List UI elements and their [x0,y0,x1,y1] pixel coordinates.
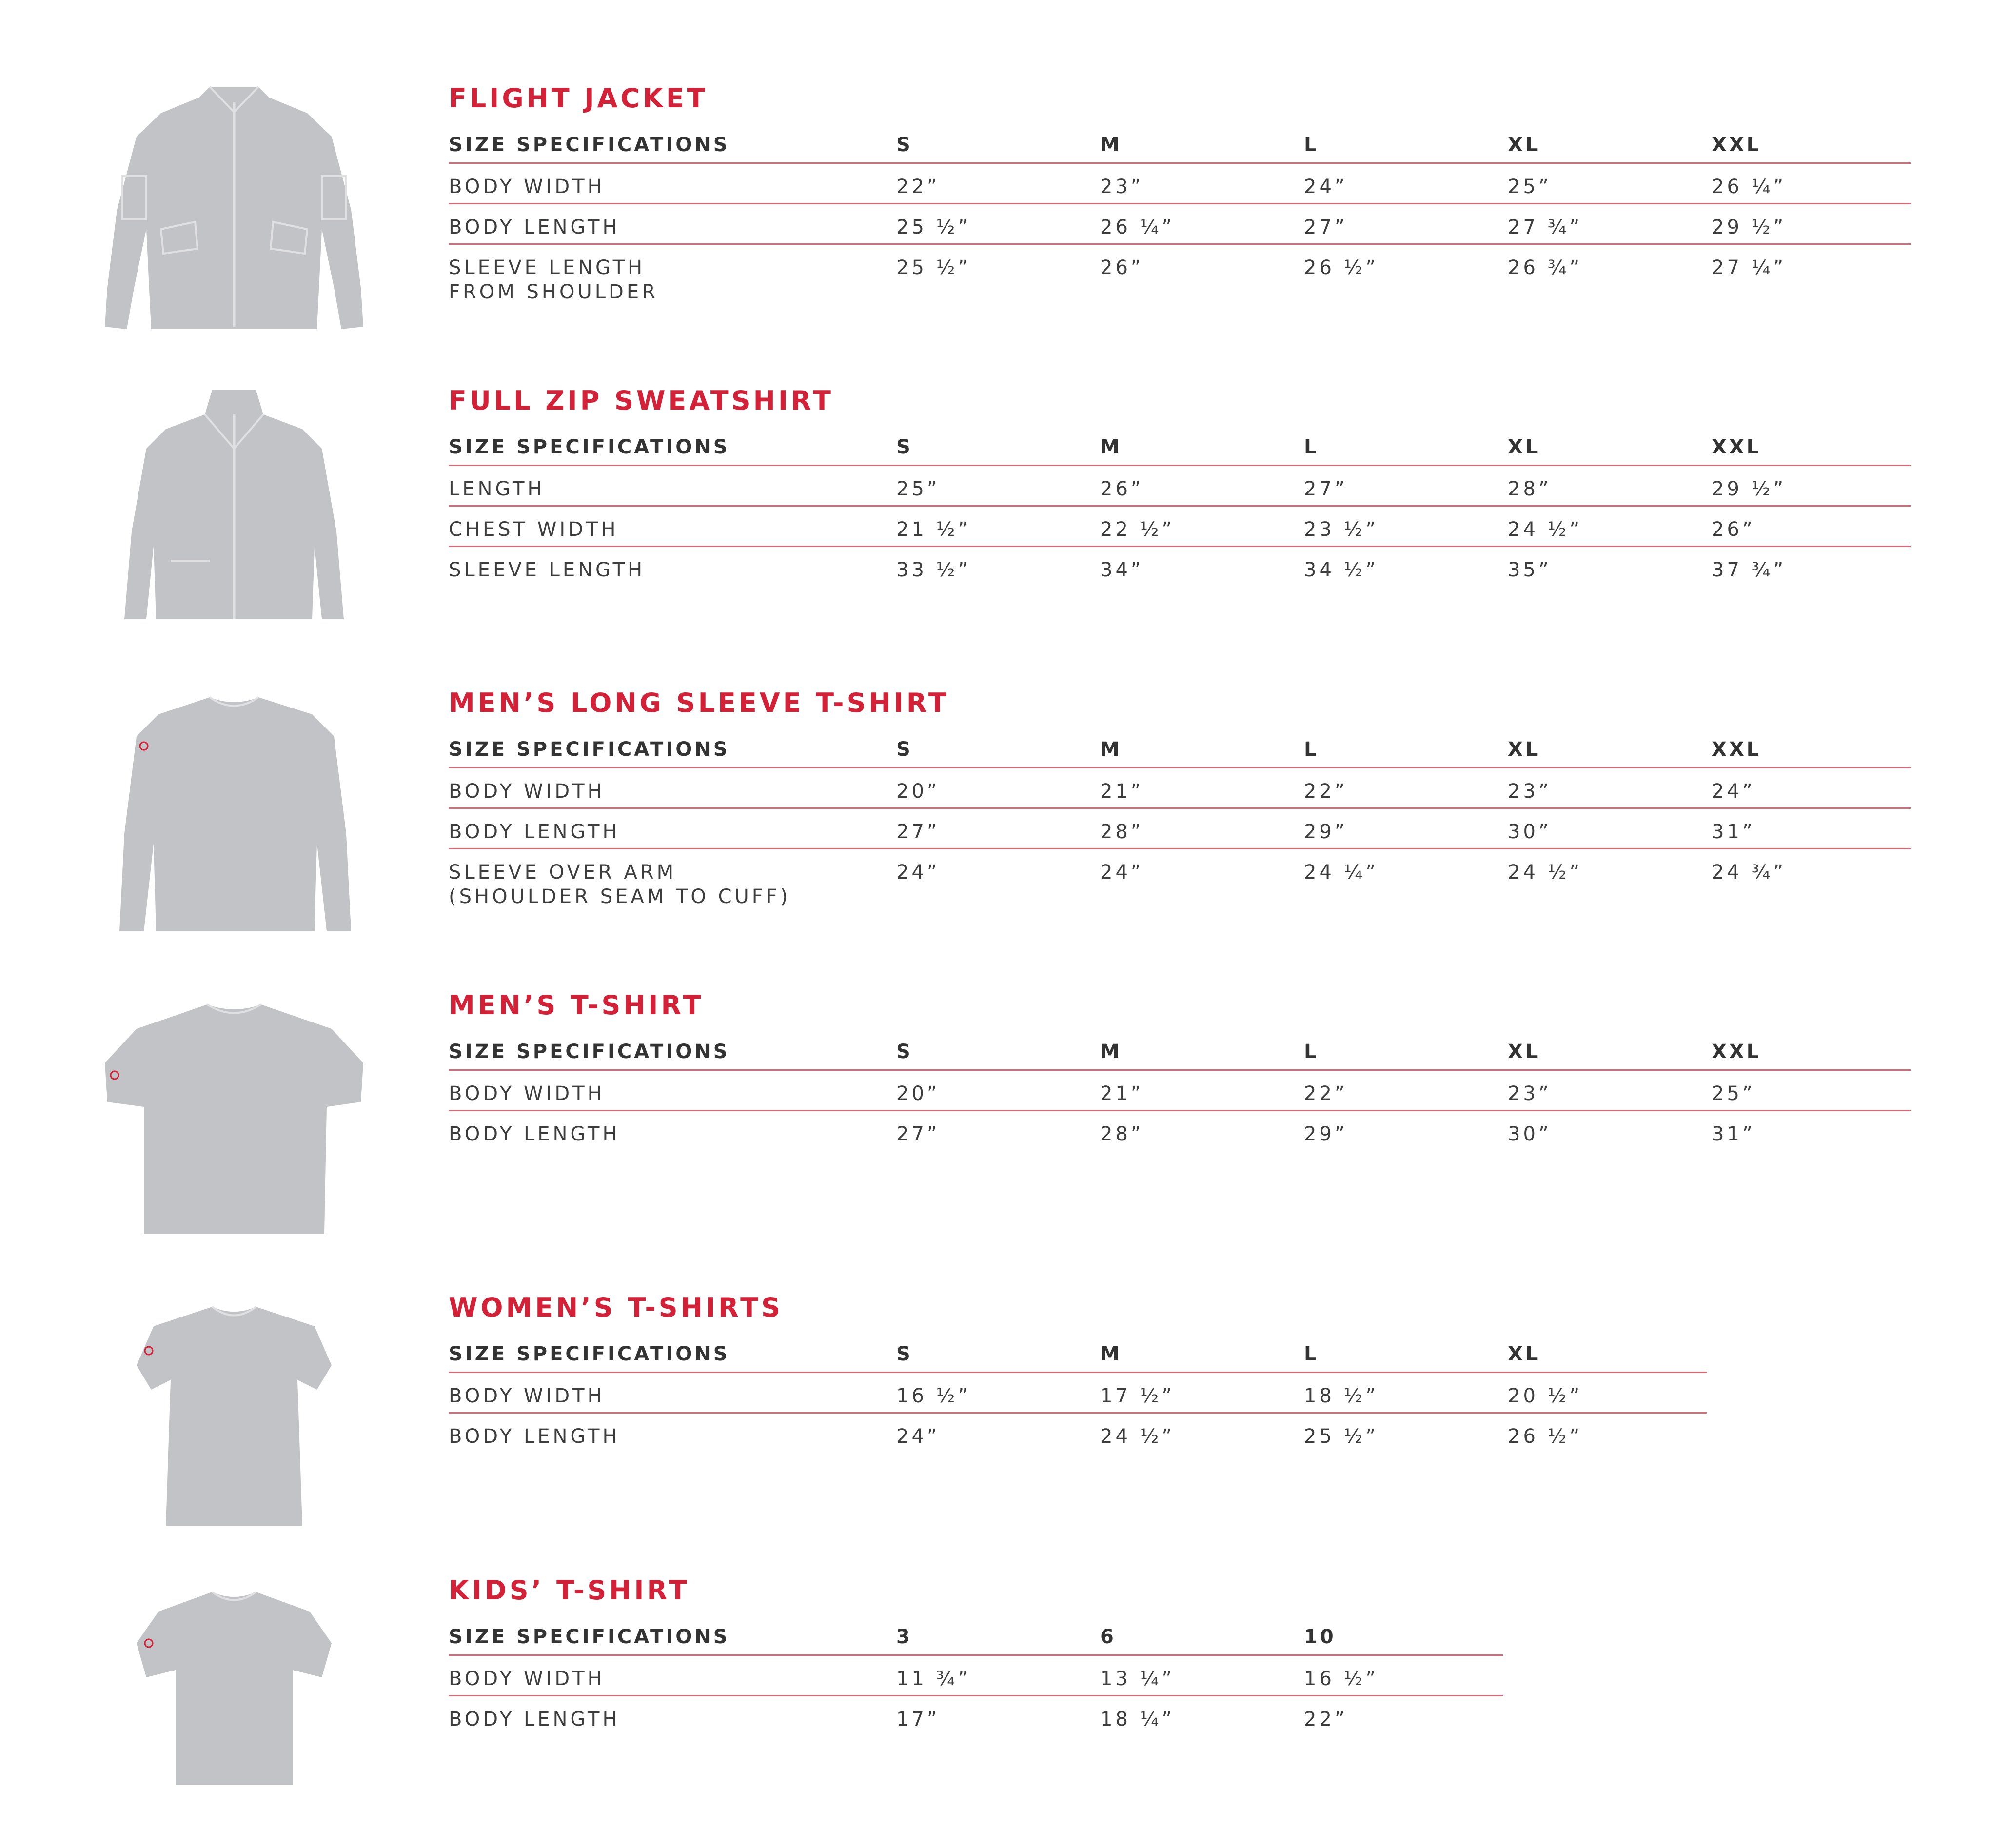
size-value: 16 ½” [896,1385,971,1407]
size-value: 24” [1304,176,1348,198]
size-value: 13 ¼” [1100,1668,1175,1690]
mens-tshirt-icon [88,990,380,1263]
section-title: WOMEN’S T-SHIRTS [449,1292,783,1323]
size-value: 23” [1508,1082,1552,1105]
size-value: 26 ¼” [1712,176,1787,198]
size-value: S [896,134,913,156]
table-row [449,768,1911,809]
size-value: 21” [1100,1082,1144,1105]
size-value: 17 ½” [1100,1385,1175,1407]
row-label: LENGTH [449,478,545,500]
size-value: 30” [1508,821,1552,843]
row-label: BODY WIDTH [449,780,605,803]
section-title: MEN’S T-SHIRT [449,990,704,1021]
size-value: L [1304,1343,1319,1365]
row-label: BODY LENGTH [449,1123,620,1145]
size-value: 28” [1100,1123,1144,1145]
size-value: 26 ½” [1508,1425,1583,1448]
table-row [449,1414,1707,1454]
size-table [449,1616,1503,1737]
size-value: 20” [896,1082,940,1105]
size-value: 25” [896,478,940,500]
size-value: XL [1508,738,1540,761]
table-row [449,507,1911,547]
row-label: SIZE SPECIFICATIONS [449,1343,730,1365]
size-table [449,426,1911,588]
table-header-row [449,124,1911,164]
row-label: BODY LENGTH [449,1425,620,1448]
table-row [449,547,1911,588]
section-title: FLIGHT JACKET [449,83,708,114]
table-header-row [449,426,1911,466]
womens-tshirt-icon [88,1292,380,1565]
section-title: KIDS’ T-SHIRT [449,1575,690,1606]
row-label: SLEEVE OVER ARM (SHOULDER SEAM TO CUFF) [449,861,791,908]
size-value: 18 ¼” [1100,1708,1175,1730]
size-value: M [1100,1343,1122,1365]
size-value: XXL [1712,436,1762,458]
size-value: 23 ½” [1304,518,1379,541]
row-label: SLEEVE LENGTH FROM SHOULDER [449,256,658,303]
size-value: 25 ½” [1304,1425,1379,1448]
table-row [449,245,1911,303]
table-header-row [449,1031,1911,1071]
section-title: FULL ZIP SWEATSHIRT [449,385,834,416]
size-value: 17” [896,1708,940,1730]
size-value: 31” [1712,1123,1755,1145]
size-value: 27” [896,821,940,843]
size-value: 6 [1100,1626,1116,1648]
row-label: CHEST WIDTH [449,518,619,541]
size-value: 26 ½” [1304,256,1379,279]
size-value: 26 ¾” [1508,256,1583,279]
size-value: M [1100,738,1122,761]
size-value: 23” [1508,780,1552,803]
size-value: S [896,738,913,761]
sweatshirt-icon [88,385,380,658]
size-value: 24 ¼” [1304,861,1379,884]
size-value: 3 [896,1626,912,1648]
size-value: 28” [1508,478,1552,500]
table-row [449,1111,1911,1152]
size-table [449,124,1911,303]
row-label: BODY LENGTH [449,821,620,843]
flight-jacket-icon [88,83,380,356]
size-value: S [896,436,913,458]
size-value: 22” [1304,1708,1348,1730]
size-value: S [896,1041,913,1063]
size-value: 22 ½” [1100,518,1175,541]
size-value: XL [1508,1041,1540,1063]
size-value: 20” [896,780,940,803]
size-value: 24” [896,861,940,884]
size-value: 27 ¾” [1508,216,1583,238]
size-value: 34” [1100,559,1144,581]
size-value: 24” [1100,861,1144,884]
size-value: 10 [1304,1626,1336,1648]
size-value: L [1304,436,1319,458]
size-value: 29” [1304,1123,1348,1145]
size-value: 22” [896,176,940,198]
row-label: SLEEVE LENGTH [449,559,646,581]
size-value: 24” [896,1425,940,1448]
size-value: 16 ½” [1304,1668,1379,1690]
row-label: BODY LENGTH [449,216,620,238]
size-value: 26” [1712,518,1755,541]
row-label: SIZE SPECIFICATIONS [449,436,730,458]
size-value: XXL [1712,134,1762,156]
size-value: 21” [1100,780,1144,803]
size-value: 27” [896,1123,940,1145]
size-value: M [1100,134,1122,156]
size-value: 25” [1712,1082,1755,1105]
table-row [449,809,1911,849]
row-label: BODY WIDTH [449,1385,605,1407]
size-value: 26 ¼” [1100,216,1175,238]
table-header-row [449,1333,1707,1373]
row-label: BODY LENGTH [449,1708,620,1730]
size-value: 23” [1100,176,1144,198]
size-value: 24 ½” [1508,861,1583,884]
section-title: MEN’S LONG SLEEVE T-SHIRT [449,688,949,718]
row-label: SIZE SPECIFICATIONS [449,1626,730,1648]
size-value: 30” [1508,1123,1552,1145]
size-value: M [1100,436,1122,458]
size-value: S [896,1343,913,1365]
size-value: XL [1508,436,1540,458]
size-value: 26” [1100,478,1144,500]
table-header-row [449,1616,1503,1656]
table-row [449,1696,1503,1737]
size-value: 27” [1304,216,1348,238]
size-value: M [1100,1041,1122,1063]
size-value: 37 ¾” [1712,559,1787,581]
size-value: 24 ¾” [1712,861,1787,884]
size-value: 26” [1100,256,1144,279]
size-value: 28” [1100,821,1144,843]
table-row [449,204,1911,245]
size-value: 20 ½” [1508,1385,1583,1407]
table-row [449,164,1911,204]
size-value: L [1304,738,1319,761]
size-value: 22” [1304,780,1348,803]
table-row [449,1071,1911,1111]
size-value: 29” [1304,821,1348,843]
size-value: L [1304,1041,1319,1063]
size-value: 25 ½” [896,256,971,279]
row-label: SIZE SPECIFICATIONS [449,1041,730,1063]
size-value: L [1304,134,1319,156]
size-value: 24” [1712,780,1755,803]
size-value: 18 ½” [1304,1385,1379,1407]
size-table [449,1031,1911,1152]
size-value: 35” [1508,559,1552,581]
size-value: 34 ½” [1304,559,1379,581]
size-value: 29 ½” [1712,478,1787,500]
size-table [449,728,1911,908]
row-label: SIZE SPECIFICATIONS [449,738,730,761]
size-value: 22” [1304,1082,1348,1105]
size-value: 24 ½” [1100,1425,1175,1448]
size-table [449,1333,1707,1454]
table-row [449,1373,1707,1414]
row-label: BODY WIDTH [449,176,605,198]
long-sleeve-tshirt-icon [88,688,380,961]
row-label: SIZE SPECIFICATIONS [449,134,730,156]
size-value: 25” [1508,176,1552,198]
size-value: 24 ½” [1508,518,1583,541]
size-value: 29 ½” [1712,216,1787,238]
size-value: XL [1508,134,1540,156]
row-label: BODY WIDTH [449,1668,605,1690]
kids-tshirt-icon [88,1575,380,1848]
table-row [449,466,1911,507]
size-value: XXL [1712,1041,1762,1063]
table-row [449,1656,1503,1696]
table-row [449,849,1911,908]
size-value: 33 ½” [896,559,971,581]
size-value: 11 ¾” [896,1668,971,1690]
size-value: 27” [1304,478,1348,500]
size-value: XL [1508,1343,1540,1365]
size-value: XXL [1712,738,1762,761]
size-value: 25 ½” [896,216,971,238]
table-header-row [449,728,1911,768]
size-value: 21 ½” [896,518,971,541]
size-value: 27 ¼” [1712,256,1787,279]
size-value: 31” [1712,821,1755,843]
row-label: BODY WIDTH [449,1082,605,1105]
